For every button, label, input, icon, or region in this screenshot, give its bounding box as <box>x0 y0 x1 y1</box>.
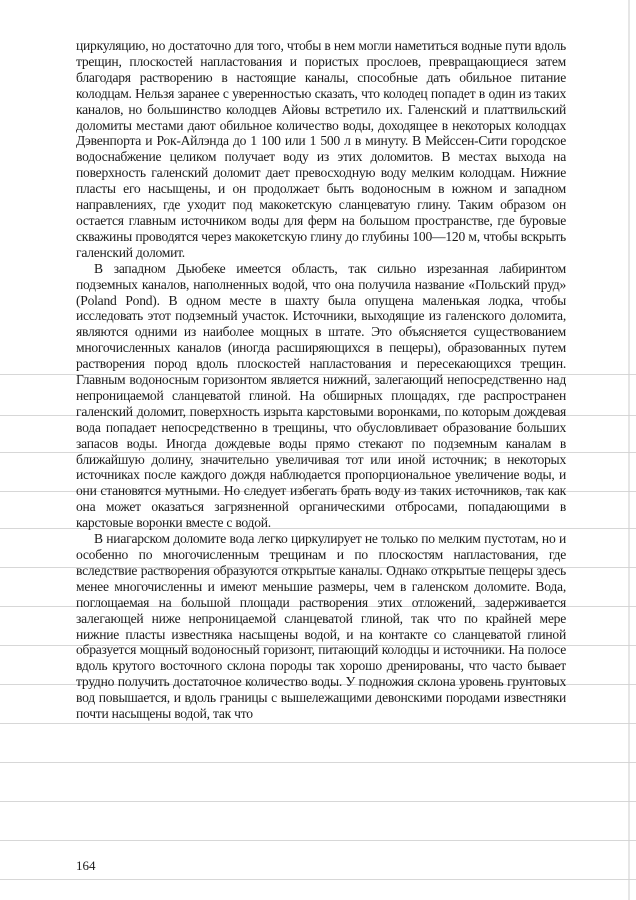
scan-line <box>0 762 636 763</box>
paragraph-3: В ниагарском доломите вода легко циркулирует не только по мелким пустотам, но и особенно по многочисленным трещинам и по плоскостям напластования, где вследствие растворения образуются открытые каналы. Однако открытые пещеры здесь менее многочисленны и имеют меньшие размеры, чем в галенском доломите. Вода, поглощаемая на большой площади растворения этих отложений, задерживается залегающей ниже непроницаемой сланцеватой глиной, так что по крайней мере нижние пласты известняка насыщены водой, и на контакте со сланцеватой глиной образуется мощный водоносный горизонт, питающий колодцы и источники. На полосе вдоль крутого восточного склона породы так хорошо дренированы, что часто бывает трудно получить достаточное количество воды. У подножия склона уровень грунтовых вод повышается, и вдоль границы с вышележащими девонскими породами известняки почти насыщены водой, так что <box>76 531 566 722</box>
scan-line <box>0 840 636 841</box>
scan-line <box>0 723 636 724</box>
page-number: 164 <box>76 858 96 873</box>
page-binding-edge <box>628 0 630 900</box>
scan-line <box>0 879 636 880</box>
paragraph-1: циркуляцию, но достаточно для того, чтобы в нем могли наметиться водные пути вдоль трещин, плоскостей напластования и пористых прослоев, превращающиеся затем благодаря растворению в настоящие каналы, способные дать обильное питание колодцам. Нельзя заранее с уверенностью сказать, что колодец попадет в один из таких каналов, но большинство колодцев Айовы встретило их. Галенский и платтвильский доломиты местами дают обильное количество воды, доходящее в некоторых колодцах Дэвенпорта и Рок-Айлэнда до 1 100 или 1 500 л в минуту. В Мейссен-Сити городское водоснабжение целиком получает воду из этих доломитов. В местах выхода на поверхность галенский доломит дает превосходную воду мелким колодцам. Нижние пласты его насыщены, и он продолжает быть водоносным в южном и западном направлениях, где уходит под макокетскую сланцеватую глину. Таким образом он остается главным источником воды для ферм на большом пространстве, где буровые скважины проводятся через макокетскую глину до глубины 100—120 м, чтобы вскрыть галенский доломит. <box>76 38 566 260</box>
body-text <box>76 38 566 722</box>
scan-line <box>0 801 636 802</box>
paragraph-2: В западном Дьюбеке имеется область, так сильно изрезанная лабиринтом подземных каналов, наполненных водой, что она получила название «Польский пруд» (Poland Pond). В одном месте в шахту была опущена маленькая лодка, чтобы исследовать этот подземный участок. Источники, выходящие из галенского доломита, являются одними из наиболее мощных в штате. Это объясняется существованием многочисленных каналов (иногда расширяющихся в пещеры), образованных путем растворения пород вдоль плоскостей напластования и пересекающихся трещин. Главным водоносным горизонтом является нижний, залегающий непосредственно над непроницаемой сланцеватой глиной. На обширных площадях, где распространен галенский доломит, поверхность изрыта карстовыми воронками, по которым дождевая вода попадает непосредственно в трещины, что обусловливает образование больших запасов воды. Иногда дождевые воды прямо стекают по подземным каналам в ближайшую долину, значительно увеличивая тот или иной источник; в некоторых источниках после каждого дождя наблюдается пропорциональное увеличение воды, и они становятся мутными. Но следует избегать брать воду из таких источников, так как она может оказаться загрязненной органическими отбросами, попадающими в карстовые воронки вместе с водой. <box>76 260 566 531</box>
